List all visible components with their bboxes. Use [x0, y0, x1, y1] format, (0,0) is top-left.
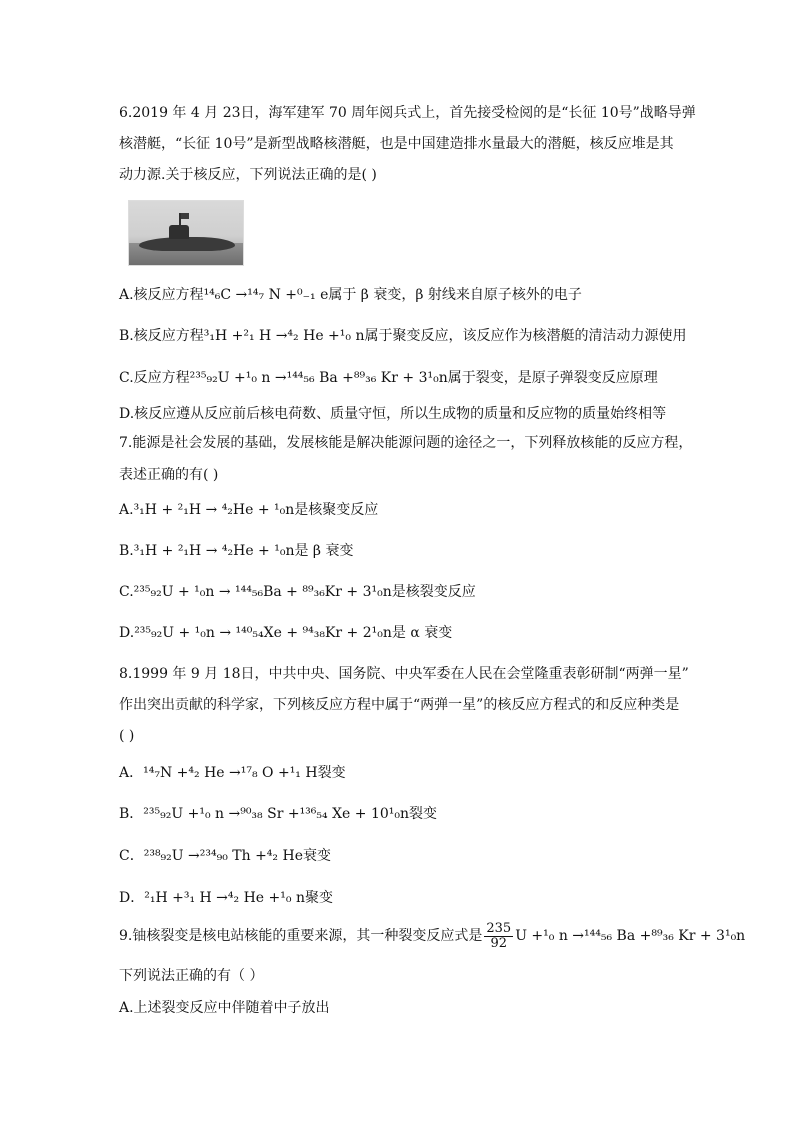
q7-option-a-equation: ³₁H + ²₁H → ⁴₂He + ¹₀n [133, 502, 295, 518]
q6-option-b [119, 326, 686, 346]
q7-stem-line2: 表述正确的有( ) [119, 467, 219, 483]
q8-option-a [119, 763, 346, 783]
q6-option-a-equation: ¹⁴₆C →¹⁴₇ N +⁰₋₁ e [203, 287, 329, 303]
q8-option-a-equation: ¹⁴₇N +⁴₂ He →¹⁷₈ O +¹₁ H [143, 765, 318, 781]
q7-option-a-label: A. [119, 502, 134, 518]
q6-option-c [119, 368, 658, 388]
q8-stem-line2: 作出突出贡献的科学家，下列核反应方程中属于“两弹一星”的核反应方程式的和反应种类是 [119, 697, 680, 713]
q8-option-c-equation: ²³⁸₉₂U →²³⁴₉₀ Th +⁴₂ He [143, 848, 303, 864]
q8-option-a-label: A． [119, 765, 144, 781]
q7-option-b-equation: ³₁H + ²₁H → ⁴₂He + ¹₀n [133, 543, 295, 559]
q6-option-d: D.核反应遵从反应前后核电荷数、质量守恒，所以生成物的质量和反应物的质量始终相等 [119, 406, 667, 422]
q6-option-c-suffix: 属于裂变，是原子弹裂变反应原理 [447, 370, 658, 386]
q6-option-b-prefix: B.核反应方程 [119, 328, 204, 344]
q6-stem-line3: 动力源.关于核反应，下列说法正确的是( ) [119, 167, 377, 183]
q9-fraction [484, 922, 513, 951]
q7-option-a [119, 500, 378, 520]
q7-option-c-label: C. [119, 584, 134, 600]
q8-stem-line3: ( ) [119, 728, 135, 744]
q8-option-c-label: C． [119, 848, 144, 864]
q8-option-d-equation: ²₁H +³₁ H →⁴₂ He +¹₀ n [144, 890, 305, 906]
q6-option-c-equation: ²³⁵₉₂U +¹₀ n →¹⁴⁴₅₆ Ba +⁸⁹₃₆ Kr + 3¹₀n [189, 370, 448, 386]
q9-stem-equation: U +¹₀ n →¹⁴⁴₅₆ Ba +⁸⁹₃₆ Kr + 3¹₀n [515, 928, 746, 944]
q7-option-d-label: D. [119, 625, 135, 641]
q8-option-c [119, 846, 331, 866]
q7-option-d [119, 623, 452, 643]
q7-option-a-suffix: 是核聚变反应 [294, 502, 379, 518]
q8-option-b-equation: ²³⁵₉₂U +¹₀ n →⁹⁰₃₈ Sr +¹³⁶₅₄ Xe + 10¹₀n [143, 806, 410, 822]
q7-option-c [119, 582, 476, 602]
q6-stem-line2: 核潜艇，“长征 10号”是新型战略核潜艇，也是中国建造排水量最大的潜艇，核反应堆是其 [119, 136, 674, 152]
q7-option-b-label: B. [119, 543, 134, 559]
q6-option-c-prefix: C.反应方程 [119, 370, 190, 386]
q6-option-a-prefix: A.核反应方程 [119, 287, 204, 303]
q6-option-b-suffix: 属于聚变反应，该反应作为核潜艇的清洁动力源使用 [364, 328, 687, 344]
q7-option-c-equation: ²³⁵₉₂U + ¹₀n → ¹⁴⁴₅₆Ba + ⁸⁹₃₆Kr + 3¹₀n [133, 584, 392, 600]
q8-option-a-suffix: 裂变 [317, 765, 346, 781]
photo-submarine-tower [169, 225, 189, 239]
q6-option-b-equation: ³₁H +²₁ H →⁴₂ He +¹₀ n [203, 328, 365, 344]
q7-option-b [119, 541, 353, 561]
q7-option-b-suffix: 是 β 衰变 [294, 543, 354, 559]
q7-option-d-suffix: 是 α 衰变 [391, 625, 453, 641]
q8-option-b [119, 804, 437, 824]
q8-option-d [119, 888, 333, 908]
q9-fraction-denominator: 92 [490, 935, 508, 951]
q6-stem-line1: 6.2019 年 4 月 23日，海军建军 70 周年阅兵式上，首先接受检阅的是“长征 10号”战略导弹 [119, 105, 696, 121]
q8-stem-line1: 8.1999 年 9 月 18日，中共中央、国务院、中央军委在人民在会堂隆重表彰研制“两弹一星” [119, 666, 689, 682]
q6-option-a-suffix: 属于 β 衰变，β 射线来自原子核外的电子 [328, 287, 582, 303]
q6-option-a [119, 285, 582, 305]
q9-stem-line1 [119, 920, 745, 952]
q7-stem-line1: 7.能源是社会发展的基础，发展核能是解决能源问题的途径之一，下列释放核能的反应方程， [119, 435, 693, 451]
q9-stem-line2: 下列说法正确的有（ ） [119, 968, 264, 984]
q8-option-b-label: B． [119, 806, 144, 822]
q7-option-c-suffix: 是核裂变反应 [391, 584, 476, 600]
q8-option-d-label: D． [119, 890, 145, 906]
submarine-photo [128, 200, 244, 266]
photo-submarine-hull [139, 237, 235, 251]
photo-flag [181, 213, 189, 219]
q9-option-a: A.上述裂变反应中伴随着中子放出 [119, 1000, 330, 1016]
q8-option-b-suffix: 裂变 [409, 806, 438, 822]
q9-fraction-numerator: 235 [486, 920, 512, 936]
q9-stem-prefix: 9.铀核裂变是核电站核能的重要来源，其一种裂变反应式是 [119, 928, 483, 944]
q8-option-c-suffix: 衰变 [302, 848, 331, 864]
q7-option-d-equation: ²³⁵₉₂U + ¹₀n → ¹⁴⁰₅₄Xe + ⁹⁴₃₈Kr + 2¹₀n [134, 625, 392, 641]
q8-option-d-suffix: 聚变 [304, 890, 333, 906]
